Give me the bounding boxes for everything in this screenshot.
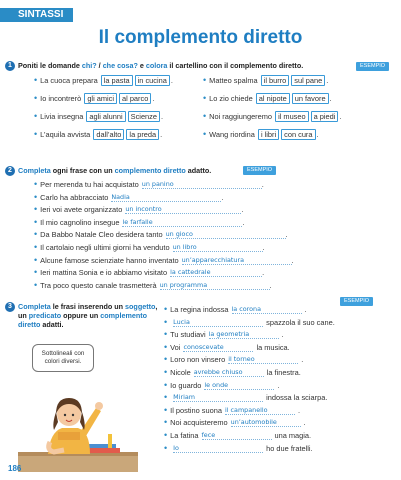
exercise-3-row xyxy=(164,391,327,404)
bullet-icon: • xyxy=(34,204,38,215)
answer-field[interactable]: il torneo xyxy=(228,355,298,364)
sentence-text: Il cartolaio negli ultimi giorni ha venduto xyxy=(40,243,170,252)
word-card[interactable]: Scienze xyxy=(128,111,160,122)
example-label: ESEMPIO xyxy=(356,62,389,71)
exercise-2-row xyxy=(34,228,288,241)
sentence-text: L’aquila avvista xyxy=(40,130,91,139)
answer-field[interactable]: la corona xyxy=(232,305,302,314)
exercise-1-row xyxy=(34,92,154,105)
sentence-text: Loro non vinsero xyxy=(170,355,226,365)
bullet-icon: • xyxy=(164,392,168,403)
exercise-2-row xyxy=(34,266,264,279)
exercise-3-row xyxy=(164,366,301,379)
example-label-2: ESEMPIO xyxy=(243,166,276,175)
exercise-3-row xyxy=(164,404,300,417)
exercise-number-1: 1 xyxy=(5,61,15,71)
bullet-icon: • xyxy=(164,354,168,365)
word-card[interactable]: la pasta xyxy=(101,75,133,86)
exercise-1-row xyxy=(203,92,332,105)
sentence-text: La cuoca prepara xyxy=(40,76,98,85)
sentence-end: . xyxy=(281,330,284,340)
sentence-end: . xyxy=(304,305,307,314)
word-card[interactable]: il burro xyxy=(261,75,290,86)
bullet-icon: • xyxy=(34,179,38,189)
sentence-end: . xyxy=(262,268,265,278)
exercise-2-row xyxy=(34,203,243,216)
sentence-end: . xyxy=(221,192,224,202)
sentence-text: Io guardo xyxy=(170,380,202,390)
sentence-end: . xyxy=(301,355,304,365)
sentence-end: . xyxy=(277,380,280,390)
example-label-3: ESEMPIO xyxy=(340,297,373,306)
word-card[interactable]: a piedi xyxy=(311,111,339,122)
answer-field[interactable]: un panino xyxy=(142,180,262,189)
word-card[interactable]: i libri xyxy=(258,129,279,140)
bullet-icon: • xyxy=(203,129,207,139)
word-card[interactable]: il museo xyxy=(275,111,309,122)
answer-field[interactable]: le onde xyxy=(204,381,274,390)
answer-field[interactable]: avrebbe chiuso xyxy=(194,368,264,377)
bubble-line-2: colori diversi. xyxy=(44,358,82,365)
sentence-end: la musica. xyxy=(256,342,290,352)
sentence-end: . xyxy=(261,180,264,189)
sentence-end: indossa la sciarpa. xyxy=(266,393,328,403)
exercise-3-row xyxy=(164,442,313,455)
bullet-icon: • xyxy=(203,75,207,85)
bullet-icon: • xyxy=(203,111,207,121)
sentence-end: . xyxy=(269,280,272,290)
exercise-2-instruction: Completa ogni frase con un complemento diretto adatto. xyxy=(18,166,212,175)
bullet-icon: • xyxy=(164,442,168,453)
bullet-icon: • xyxy=(34,93,38,103)
answer-field[interactable]: Io xyxy=(173,444,263,453)
bullet-icon: • xyxy=(34,191,38,202)
sentence-end: . xyxy=(303,418,306,428)
exercise-number-3: 3 xyxy=(5,302,15,312)
exercise-3-row xyxy=(164,341,290,354)
sentence-text: Alcune famose scienziate hanno inventato xyxy=(40,255,179,265)
sentence-text: Tu studiavi xyxy=(170,330,206,340)
sentence-text: Lo zio chiede xyxy=(209,94,253,103)
bullet-icon: • xyxy=(164,379,168,390)
exercise-1-instruction: Poniti le domande chi? / che cosa? e colora il cartellino con il complemento diretto. xyxy=(18,61,304,70)
sentence-text: Il postino suona xyxy=(170,405,222,415)
exercise-2-row xyxy=(34,279,272,292)
sentence-end: . xyxy=(285,230,288,240)
exercise-number-2: 2 xyxy=(5,166,15,176)
answer-field[interactable]: le farfalle xyxy=(122,218,242,227)
exercise-1-row xyxy=(34,128,162,141)
bullet-icon: • xyxy=(164,341,168,352)
bullet-icon: • xyxy=(164,316,168,327)
exercise-3-row xyxy=(164,379,279,392)
bullet-icon: • xyxy=(164,404,168,415)
sentence-text: Matteo spalma xyxy=(209,76,258,85)
word-card[interactable]: in cucina xyxy=(135,75,170,86)
exercise-1-row xyxy=(34,110,163,123)
sentence-text: Noi acquisteremo xyxy=(170,418,228,428)
bullet-icon: • xyxy=(164,329,168,340)
sentence-end: . xyxy=(297,405,300,415)
sentence-end: . xyxy=(329,94,332,103)
sentence-text: Io incontrerò xyxy=(40,94,82,103)
sentence-text: Ieri mattina Sonia e io abbiamo visitato xyxy=(40,268,168,278)
sentence-text: Da Babbo Natale Cleo desidera tanto xyxy=(40,230,163,240)
sentence-end: la finestra. xyxy=(266,368,301,377)
word-card[interactable]: agli alunni xyxy=(86,111,125,122)
sentence-end: . xyxy=(152,94,155,103)
bubble-line-1: Sottolineali con xyxy=(41,350,85,357)
exercise-3-row xyxy=(164,303,307,316)
word-card[interactable]: la preda xyxy=(126,129,159,140)
sentence-end: ho due fratelli. xyxy=(266,443,313,453)
answer-field[interactable]: conoscevate xyxy=(183,343,253,352)
sentence-end: . xyxy=(160,130,163,139)
word-card[interactable]: al parco xyxy=(119,93,151,104)
sentence-text: La fatina xyxy=(170,431,199,440)
bullet-icon: • xyxy=(203,93,207,103)
sentence-end: . xyxy=(339,112,342,121)
sentence-end: . xyxy=(170,76,173,85)
word-card[interactable]: al nipote xyxy=(256,93,290,104)
word-card[interactable]: dall’alto xyxy=(93,129,124,140)
bullet-icon: • xyxy=(34,75,38,85)
bullet-icon: • xyxy=(34,267,38,278)
exercise-2-row xyxy=(34,241,265,254)
bullet-icon: • xyxy=(34,279,38,290)
exercise-3-row xyxy=(164,416,306,429)
bullet-icon: • xyxy=(34,242,38,252)
exercise-1-row xyxy=(203,110,341,123)
page-number: 186 xyxy=(8,464,22,473)
answer-field[interactable]: Miriam xyxy=(173,393,263,402)
sentence-end: . xyxy=(242,217,245,227)
exercise-3-row xyxy=(164,353,303,366)
sentence-end: . xyxy=(291,255,294,265)
word-card[interactable]: con cura xyxy=(281,129,315,140)
bullet-icon: • xyxy=(34,229,38,240)
word-card[interactable]: gli amici xyxy=(84,93,117,104)
sentence-text: Carlo ha abbracciato xyxy=(40,192,109,202)
sentence-end: . xyxy=(241,205,244,215)
bullet-icon: • xyxy=(164,417,168,428)
exercise-3-row xyxy=(164,316,335,329)
bullet-icon: • xyxy=(164,304,168,314)
sentence-text: Voi xyxy=(170,342,181,352)
sentence-text: Wang riordina xyxy=(209,130,255,139)
exercise-1-row xyxy=(203,128,319,141)
bullet-icon: • xyxy=(34,254,38,265)
answer-field[interactable]: un gioco xyxy=(166,230,286,239)
bullet-icon: • xyxy=(34,129,38,139)
exercise-3-row xyxy=(164,328,284,341)
sentence-text: Per merenda tu hai acquistato xyxy=(40,180,139,189)
answer-field[interactable]: un programma xyxy=(160,281,270,290)
sentence-text: Il mio cagnolino insegue xyxy=(40,217,120,227)
bullet-icon: • xyxy=(164,367,168,377)
exercise-2-row xyxy=(34,191,223,204)
sentence-end: spazzola il suo cane. xyxy=(266,317,335,327)
exercise-1-row xyxy=(34,74,173,87)
answer-field[interactable]: fece xyxy=(202,431,272,440)
bullet-icon: • xyxy=(34,111,38,121)
answer-field[interactable]: Lucia xyxy=(173,318,263,327)
sentence-end: . xyxy=(326,76,329,85)
sentence-text: Nicole xyxy=(170,368,191,377)
sentence-text: Tra poco questo canale trasmetterà xyxy=(40,280,157,290)
sentence-end: . xyxy=(262,243,265,252)
answer-field[interactable]: un’automobile xyxy=(231,418,301,427)
bullet-icon: • xyxy=(164,430,168,440)
word-card[interactable]: un favore xyxy=(292,93,329,104)
sentence-end: . xyxy=(316,130,319,139)
answer-field[interactable]: la geometria xyxy=(209,330,279,339)
page-title: Il complemento diretto xyxy=(98,27,303,48)
exercise-1-row xyxy=(203,74,328,87)
exercise-3-row xyxy=(164,429,311,442)
exercise-2-row xyxy=(34,178,264,191)
sentence-text: Ieri voi avete organizzato xyxy=(40,205,123,215)
sentence-end: . xyxy=(160,112,164,121)
answer-field[interactable]: un incontro xyxy=(125,205,241,214)
exercise-2-row xyxy=(34,216,245,229)
word-card[interactable]: sul pane xyxy=(291,75,325,86)
exercise-2-row xyxy=(34,254,294,267)
sentence-text: La regina indossa xyxy=(170,305,229,314)
sentence-text: Noi raggiungeremo xyxy=(209,112,273,121)
answer-field[interactable]: Nadia xyxy=(111,193,221,202)
bullet-icon: • xyxy=(34,216,38,227)
answer-field[interactable]: un libro xyxy=(173,243,263,252)
girl-illustration xyxy=(18,372,138,472)
section-tag: SINTASSI xyxy=(0,8,73,22)
exercise-3-instruction: Completa le frasi inserendo un soggetto, un predicato oppure un complemento diretto adatti. xyxy=(18,302,158,329)
answer-field[interactable]: il campanello xyxy=(225,406,295,415)
sentence-text: Livia insegna xyxy=(40,112,84,121)
sentence-end: una magia. xyxy=(274,431,312,440)
answer-field[interactable]: la cattedrale xyxy=(170,268,262,277)
answer-field[interactable]: un’apparecchiatura xyxy=(182,256,292,265)
speech-bubble xyxy=(32,344,94,372)
